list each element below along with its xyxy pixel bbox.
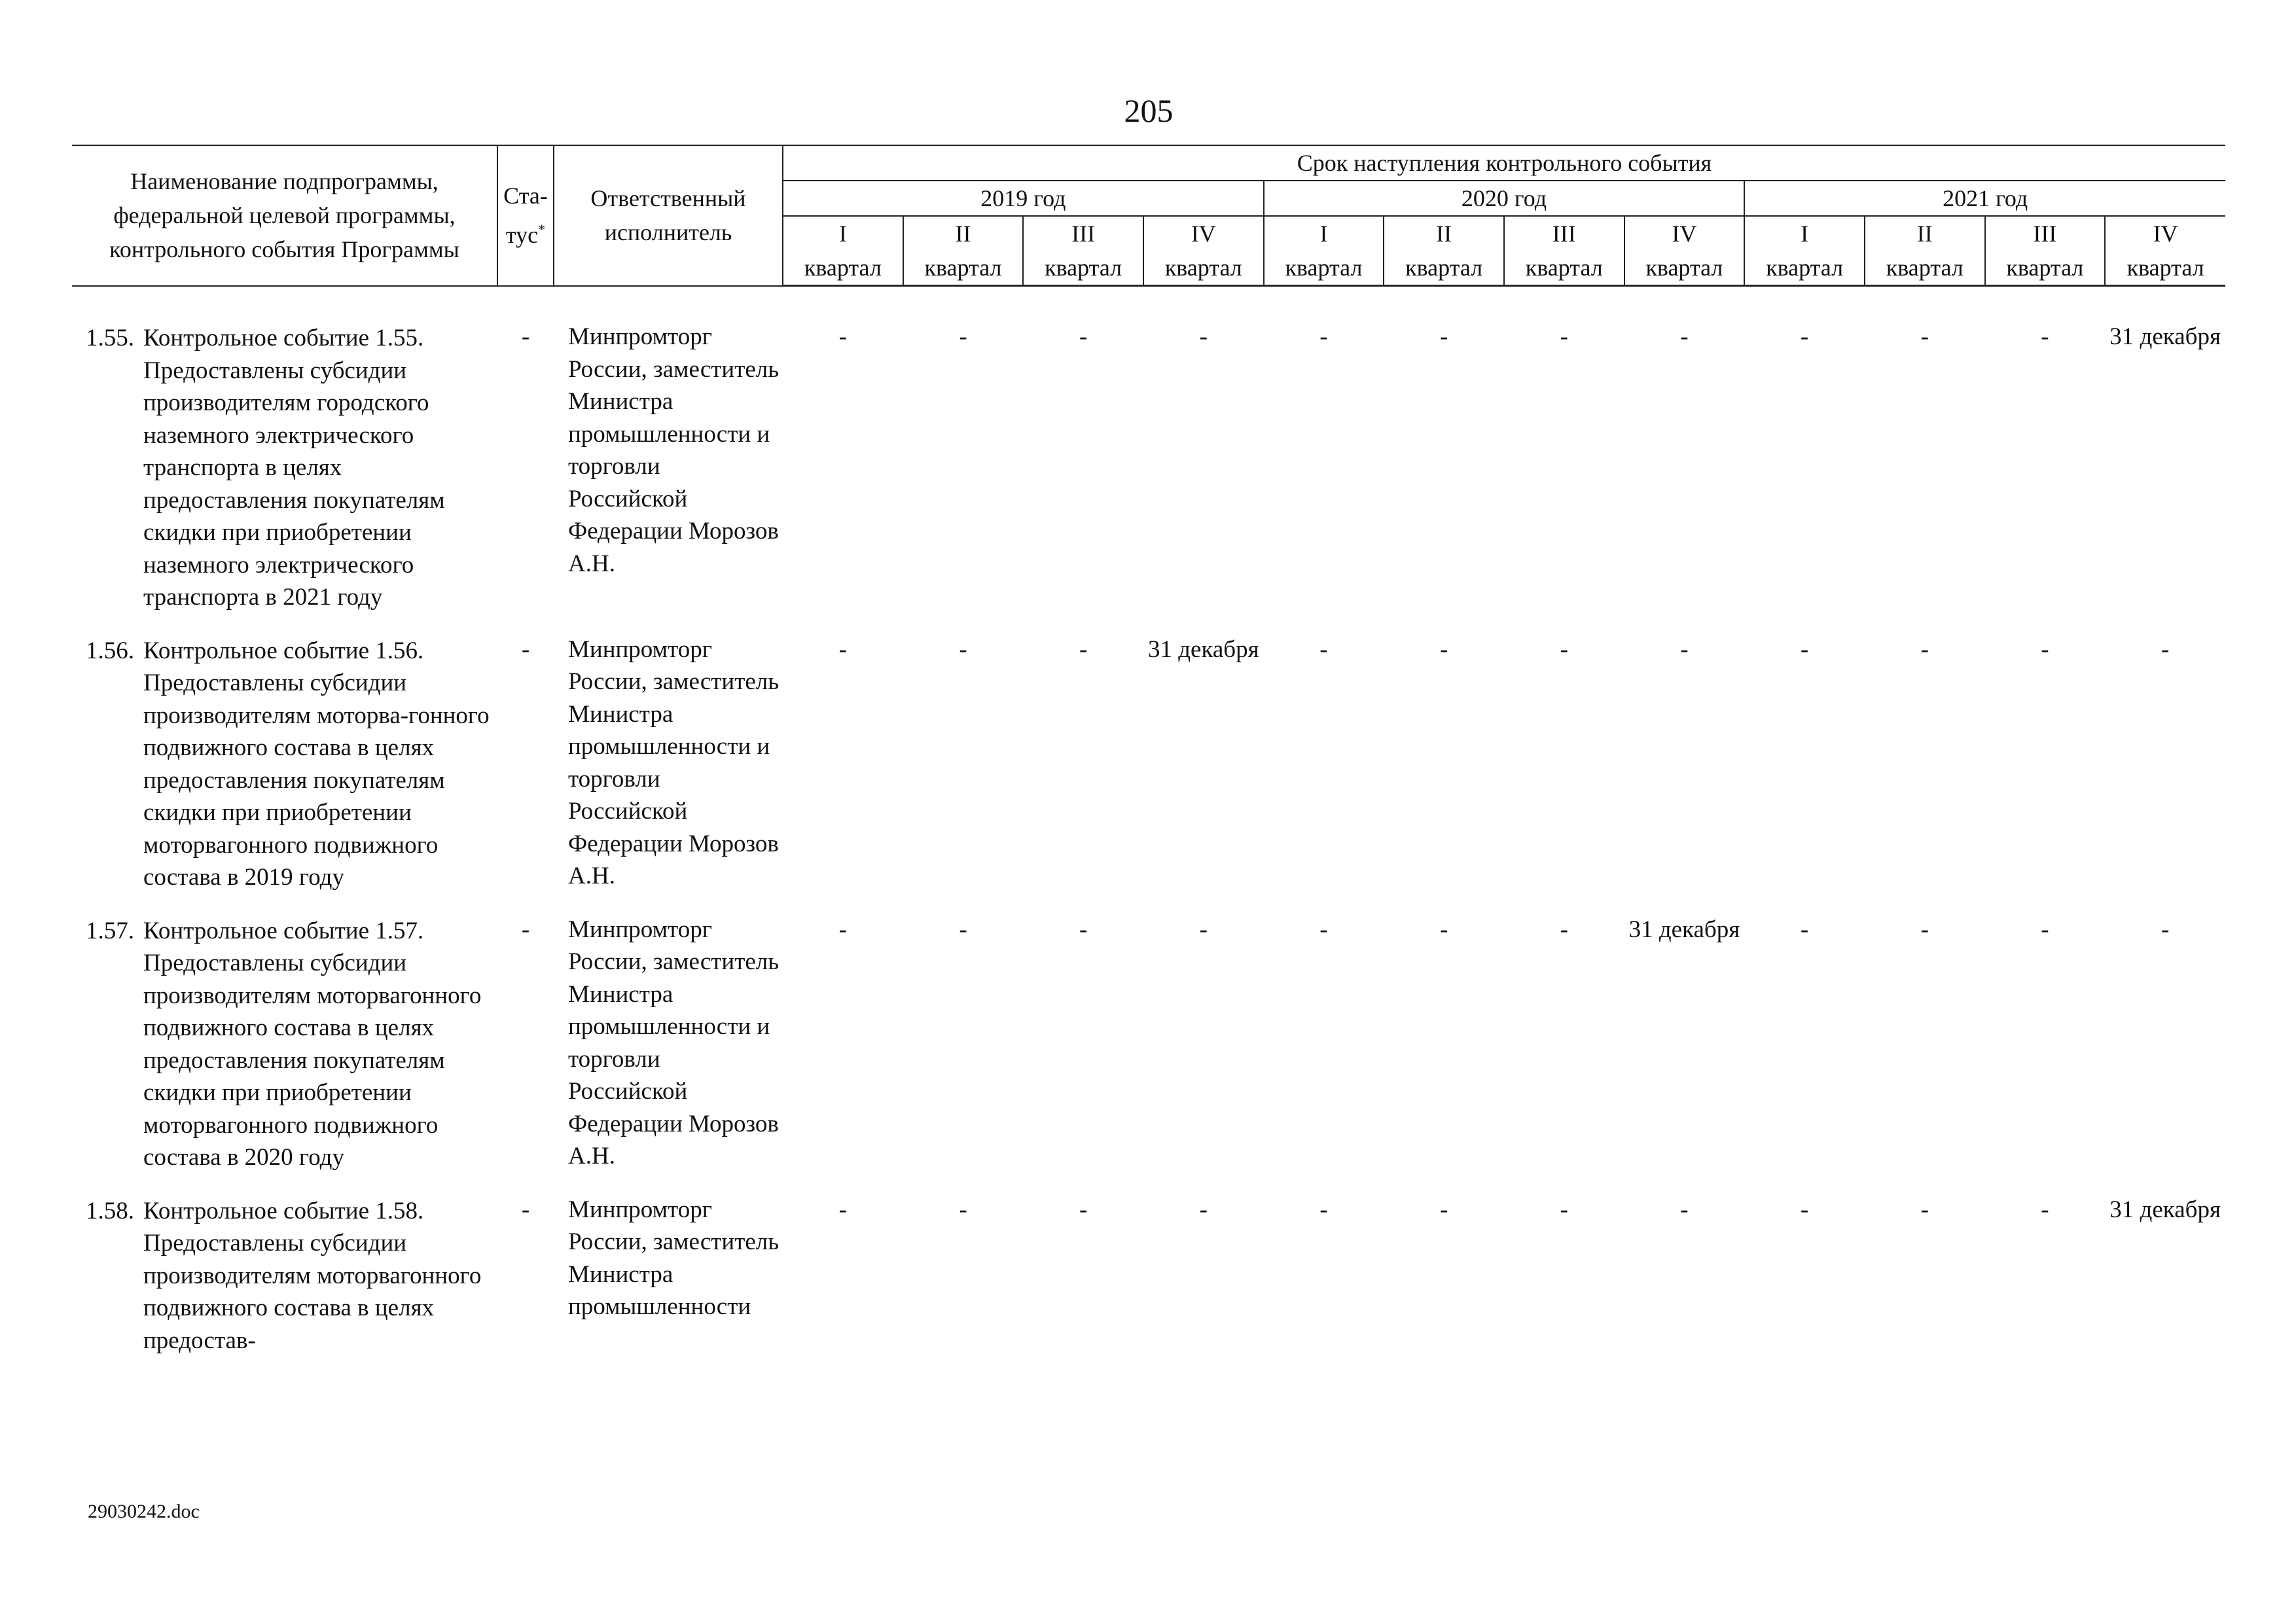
header-quarter-2: II bbox=[903, 216, 1024, 251]
table-row bbox=[72, 633, 2225, 894]
event-name-cell bbox=[72, 914, 497, 1174]
quarter-value-1: - bbox=[838, 916, 847, 943]
quarter-value-7: - bbox=[1560, 1196, 1568, 1223]
quarter-value-9: - bbox=[1800, 916, 1809, 943]
quarter-value-8: 31 декабря bbox=[1628, 916, 1740, 943]
header-status-text: Ста-тус bbox=[503, 183, 548, 249]
header-year-1: 2019 год bbox=[783, 181, 1264, 216]
event-name: Контрольное событие 1.58. Предоставлены субсидии производителям моторвагонного подвижного состава в целях предостав- bbox=[143, 1197, 482, 1354]
event-number: 1.56. bbox=[86, 637, 134, 664]
quarter-value-2: - bbox=[959, 323, 967, 350]
event-name: Контрольное событие 1.55. Предоставлены субсидии производителям городского наземного электрического транспорта в целях предоставления покупателям скидки при приобретении наземного электрического транспорта в 2021 году bbox=[143, 325, 445, 611]
quarter-value-1: - bbox=[838, 1196, 847, 1223]
quarter-value-9: - bbox=[1800, 323, 1809, 350]
event-responsible: Минпромторг России, заместитель Министра промышленности и торговли Российской Федерации Морозов А.Н. bbox=[568, 916, 780, 1169]
table-body bbox=[72, 286, 2225, 1357]
quarter-value-5: - bbox=[1319, 1196, 1328, 1223]
header-quarter-word-4: квартал bbox=[1143, 251, 1264, 286]
quarter-value-2: - bbox=[959, 1196, 967, 1223]
event-responsible: Минпромторг России, заместитель Министра промышленности bbox=[568, 1196, 780, 1320]
header-quarter-word-12: квартал bbox=[2105, 251, 2225, 286]
quarter-value-6: - bbox=[1439, 916, 1448, 943]
event-number: 1.57. bbox=[86, 917, 134, 944]
event-responsible: Минпромторг России, заместитель Министра промышленности и торговли Российской Федерации Морозов А.Н. bbox=[568, 323, 780, 577]
row-gap bbox=[72, 1174, 2225, 1194]
header-quarter-word-11: квартал bbox=[1985, 251, 2106, 286]
quarter-value-12: 31 декабря bbox=[2109, 1196, 2221, 1223]
quarter-value-5: - bbox=[1319, 635, 1328, 663]
header-quarter-10: II bbox=[1865, 216, 1985, 251]
quarter-value-8: - bbox=[1680, 1196, 1689, 1223]
quarter-value-5: - bbox=[1319, 916, 1328, 943]
quarter-value-11: - bbox=[2041, 916, 2049, 943]
quarter-value-7: - bbox=[1560, 916, 1568, 943]
row-gap bbox=[72, 614, 2225, 633]
header-quarter-8: IV bbox=[1624, 216, 1745, 251]
header-quarter-word-1: квартал bbox=[783, 251, 903, 286]
table-row bbox=[72, 321, 2225, 614]
quarter-value-7: - bbox=[1560, 323, 1568, 350]
header-quarter-1: I bbox=[783, 216, 903, 251]
quarter-value-3: - bbox=[1079, 323, 1088, 350]
control-events-table bbox=[72, 145, 2225, 1357]
event-name: Контрольное событие 1.56. Предоставлены субсидии производителям моторва-гонного подвижного состава в целях предоставления покупателям скидки при приобретении моторвагонного подвижного состава в 2019 году bbox=[143, 637, 490, 891]
quarter-value-11: - bbox=[2041, 1196, 2049, 1223]
header-quarter-word-6: квартал bbox=[1384, 251, 1504, 286]
header-spacer bbox=[72, 286, 2225, 321]
quarter-value-3: - bbox=[1079, 916, 1088, 943]
header-quarter-word-5: квартал bbox=[1264, 251, 1384, 286]
quarter-value-5: - bbox=[1319, 323, 1328, 350]
quarter-value-7: - bbox=[1560, 635, 1568, 663]
quarter-value-1: - bbox=[838, 635, 847, 663]
event-name-cell bbox=[72, 1194, 497, 1357]
quarter-value-4: - bbox=[1199, 323, 1208, 350]
header-quarter-12: IV bbox=[2105, 216, 2225, 251]
quarter-value-8: - bbox=[1680, 323, 1689, 350]
header-quarter-5: I bbox=[1264, 216, 1384, 251]
quarter-value-6: - bbox=[1439, 323, 1448, 350]
quarter-value-3: - bbox=[1079, 1196, 1088, 1223]
header-quarter-word-3: квартал bbox=[1023, 251, 1143, 286]
header-quarter-9: I bbox=[1744, 216, 1865, 251]
row-gap bbox=[72, 894, 2225, 914]
table-row bbox=[72, 914, 2225, 1174]
event-number: 1.55. bbox=[86, 325, 134, 351]
quarter-value-10: - bbox=[1920, 1196, 1929, 1223]
header-quarter-word-7: квартал bbox=[1504, 251, 1624, 286]
quarter-value-12: 31 декабря bbox=[2109, 323, 2221, 350]
event-number: 1.58. bbox=[86, 1197, 134, 1224]
header-responsible-text: Ответственный исполнитель bbox=[590, 185, 746, 246]
page-number: 205 bbox=[1124, 92, 1174, 129]
quarter-value-3: - bbox=[1079, 635, 1088, 663]
quarter-value-11: - bbox=[2041, 635, 2049, 663]
header-quarter-7: III bbox=[1504, 216, 1624, 251]
table-row bbox=[72, 1194, 2225, 1357]
quarter-value-2: - bbox=[959, 916, 967, 943]
event-status: - bbox=[521, 635, 530, 663]
quarter-value-8: - bbox=[1680, 635, 1689, 663]
header-quarter-word-9: квартал bbox=[1744, 251, 1865, 286]
quarter-value-10: - bbox=[1920, 916, 1929, 943]
header-quarter-word-8: квартал bbox=[1624, 251, 1745, 286]
event-name-cell bbox=[72, 321, 497, 614]
header-status-mark: * bbox=[538, 221, 546, 238]
event-status: - bbox=[521, 323, 530, 350]
event-status: - bbox=[521, 1196, 530, 1223]
quarter-value-11: - bbox=[2041, 323, 2049, 350]
event-status: - bbox=[521, 916, 530, 943]
quarter-value-6: - bbox=[1439, 635, 1448, 663]
header-deadline bbox=[783, 145, 2225, 181]
quarter-value-12: - bbox=[2161, 635, 2170, 663]
header-quarter-6: II bbox=[1384, 216, 1504, 251]
quarter-value-10: - bbox=[1920, 635, 1929, 663]
quarter-value-9: - bbox=[1800, 1196, 1809, 1223]
header-quarter-4: IV bbox=[1143, 216, 1264, 251]
event-responsible: Минпромторг России, заместитель Министра промышленности и торговли Российской Федерации Морозов А.Н. bbox=[568, 635, 780, 889]
header-year-3: 2021 год bbox=[1744, 181, 2225, 216]
quarter-value-4: - bbox=[1199, 916, 1208, 943]
header-quarter-11: III bbox=[1985, 216, 2106, 251]
table-header bbox=[72, 145, 2225, 286]
header-deadline-text: Срок наступления контрольного события bbox=[1297, 150, 1712, 176]
header-quarter-word-2: квартал bbox=[903, 251, 1024, 286]
quarter-value-4: - bbox=[1199, 1196, 1208, 1223]
header-quarter-3: III bbox=[1023, 216, 1143, 251]
quarter-value-6: - bbox=[1439, 1196, 1448, 1223]
event-name: Контрольное событие 1.57. Предоставлены субсидии производителям моторвагонного подвижного состава в целях предоставления покупателям скидки при приобретении моторвагонного подвижного состава в 2020 году bbox=[143, 917, 482, 1171]
event-name-cell bbox=[72, 633, 497, 894]
quarter-value-10: - bbox=[1920, 323, 1929, 350]
quarter-value-2: - bbox=[959, 635, 967, 663]
header-name bbox=[72, 145, 497, 286]
quarter-value-12: - bbox=[2161, 916, 2170, 943]
quarter-value-1: - bbox=[838, 323, 847, 350]
document-code: 29030242.doc bbox=[88, 1501, 200, 1522]
header-year-2: 2020 год bbox=[1264, 181, 1745, 216]
header-name-text: Наименование подпрограммы, федеральной целевой программы, контрольного события Программы bbox=[109, 168, 459, 263]
quarter-value-4: 31 декабря bbox=[1147, 635, 1259, 663]
quarter-value-9: - bbox=[1800, 635, 1809, 663]
header-responsible bbox=[554, 145, 783, 286]
header-quarter-word-10: квартал bbox=[1865, 251, 1985, 286]
header-status bbox=[497, 145, 554, 286]
control-events-table-container bbox=[72, 145, 2225, 1357]
